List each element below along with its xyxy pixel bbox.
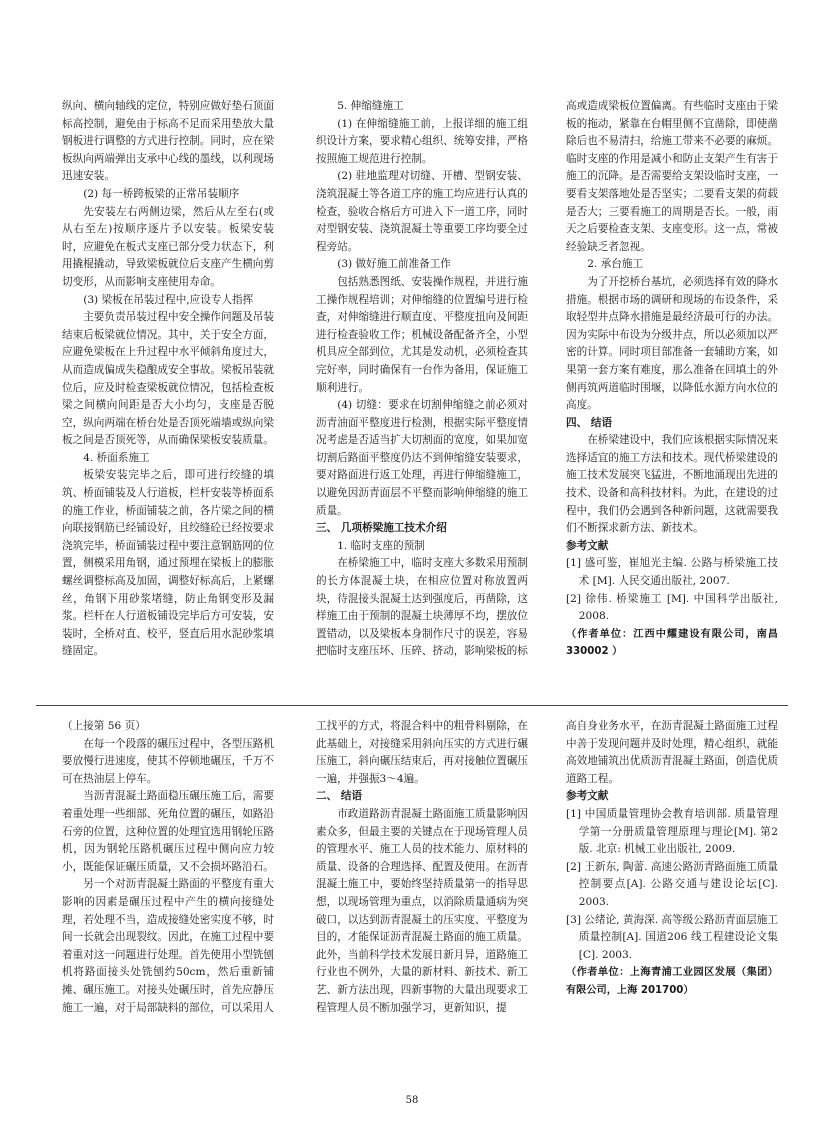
- section-heading: 1. 临时支座的预制: [337, 539, 425, 552]
- paragraph: 在每一个段落的碾压过程中，各型压路机要放慢行进速度，使其不停顿地碾压，千万不可在热油层上停车。: [62, 737, 274, 785]
- paragraph: 在桥梁建设中，我们应该根据实际情况来选择适宜的施工方法和技术。现代桥梁建设的施工技术发展突飞猛进，不断地涌现出先进的技术、设备和高科技材料。为此，在建设的过程中，我们仍会遇到各种新问题，这就需要我们不断探求新方法、新技术。: [566, 434, 778, 535]
- paragraph: (4) 切缝：要求在切割伸缩缝之前必须对沥青油面平整度进行检测，根据实际平整度情况考虑是否适当扩大切割面的宽度，如果加宽切割后路面平整度仍达不到伸缩缝安装要求，要对路面进行返工处理，再进行伸缩缝施工，以避免因沥青面层不平整而影响伸缩缝的施工质量。: [316, 399, 528, 517]
- reference-item: [1] 中国质量管理协会教育培训部. 质量管理学第一分册质量管理原理与理论[M]. 第2版. 北京: 机械工业出版社, 2009.: [566, 807, 778, 856]
- paragraph: 工找平的方式，将混合料中的粗骨料剔除，在此基础上，对接缝采用斜向压实的方式进行碾压施工，斜向碾压结束后，再对接触位置碾压一遍，并强振3～4遍。: [316, 720, 528, 785]
- references-heading: 参考文献: [566, 539, 609, 552]
- paragraph: (2) 驻地监理对切缝、开槽、型钢安装、浇筑混凝土等各道工序的施工均应进行认真的检查，验收合格后方可进入下一道工序，同时对型钢安装、浇筑混凝土等重要工序均要全过程旁站。: [316, 170, 528, 253]
- author-affiliation: （作者单位：上海青浦工业园区发展（集团）有限公司，上海 201700）: [566, 967, 778, 996]
- chapter-heading: 三、 几项桥梁施工技术介绍: [316, 522, 447, 535]
- bottom-column-3: [566, 718, 778, 1000]
- paragraph: 高或造成梁板位置偏离。有些临时支座由于梁板的拖动，紧靠在台帽里侧不宜凿除，即使凿除后也不易清扫，给施工带来不必要的麻烦。临时支座的作用是减小和防止支架产生有害于施工的沉降。是否需要给支架设临时支座，一要看支架落地处是否坚实；二要看支架的荷载是否大；三要看施工的周期是否长。一般，雨天之后要检查支架、支座变形。这一点，常被经验缺乏者忽视。: [566, 100, 778, 253]
- bottom-column-1: [62, 718, 274, 1017]
- section-heading: 5. 伸缩缝施工: [337, 100, 404, 112]
- continuation-note: （上接第 56 页）: [62, 720, 146, 732]
- paragraph: 包括熟悉图纸、安装操作规程，并进行施工操作规程培训；对伸缩缝的位置编号进行检查，对伸缩缝进行顺直度、平整度扭向及间距进行检查验收工作；机械设备配备齐全，小型机具应全部到位，尤其是发动机，必须检查其完好率，同时确保有一台作为备用，保证施工顺利进行。: [316, 275, 528, 394]
- paragraph: 在桥梁施工中，临时支座大多数采用预制的长方体混凝土块，在相应位置对称放置两块，待混接头混凝土达到强度后，再凿除，这样施工由于预制的混凝土块薄厚不均，摆放位置错动，以及梁板本身制作尺寸的误差，容易把临时支座压坏、压碎、挤动，影响梁板的标: [316, 557, 528, 658]
- subheading: (3) 做好施工前准备工作: [337, 258, 451, 271]
- paragraph: 市政道路沥青混凝土路面施工质量影响因素众多，但最主要的关键点在于现场管理人员的管理水平、施工人员的技术能力、原材料的质量、设备的合理选择、配置及使用。在沥青混凝土施工中，要始终坚持质量第一的指导思想，以现场管理为重点，以消除质量通病为突破口，以达到沥青混凝土的压实度、平整度为目的，才能保证沥青混凝土路面的施工质量。此外，当前科学技术发展日新月异，道路施工行业也不例外，大量的新材料、新技术、新工艺、新方法出现，四新事物的大量出现要求工程管理人员不断加强学习，更新知识，提: [316, 807, 528, 1014]
- author-affiliation: （作者单位：江西中耀建设有限公司，南昌 330002 ）: [566, 628, 778, 658]
- paragraph: (1) 在伸缩缝施工前，上报详细的施工组织设计方案，要求精心组织、统筹安排，严格按照施工规范进行控制。: [316, 117, 528, 165]
- reference-item: [2] 徐伟. 桥梁施工 [M]. 中国科学出版社, 2008.: [566, 592, 778, 623]
- top-column-3: [566, 98, 778, 661]
- paragraph: 纵向、横向轴线的定位，特别应做好垫石顶面标高控制，避免由于标高不足而采用垫放大量钢板进行调整的方式进行控制。同时，应在梁板纵向两端弹出支承中心线的墨线，以利现场迅速安装。: [62, 100, 274, 183]
- chapter-heading: 二、 结语: [316, 790, 363, 803]
- top-column-2: [316, 98, 528, 661]
- article-divider: [36, 705, 788, 706]
- section-heading: 4. 桥面系施工: [83, 451, 150, 464]
- paragraph: 当沥青混凝土路面稳压碾压施工后，需要着重处理一些细部、死角位置的碾压，如路沿石旁的位置，这种位置的处理宜选用钢轮压路机，因为钢轮压路机碾压过程中侧向应力较小，既能保证碾压质量，又不会损坏路沿石。: [62, 790, 274, 873]
- paragraph: 主要负责吊装过程中安全操作问题及吊装结束后板梁就位情况。其中，关于安全方面，应避免梁板在上升过程中水平倾斜角度过大，从而造成偏成失稳酿成安全事故。梁板吊装就位后，应及时检查梁板就位情况，包括检查板梁之间横向间距是否大小均匀，支座是否脱空，纵向两端在桥台处是否顶死端墙或纵向梁板之间是否顶死等，从而确保梁板安装质量。: [62, 311, 274, 447]
- page-number: 58: [405, 1095, 419, 1106]
- top-column-1: [62, 98, 274, 661]
- subheading: (2) 每一桥跨板梁的正常吊装顺序: [83, 187, 240, 200]
- reference-item: [2] 王新东, 陶蕾. 高速公路沥青路面施工质量控制要点[A]. 公路交通与建设论坛[C]. 2003.: [566, 860, 778, 908]
- subheading: (3) 梁板在吊装过程中,应设专人指挥: [83, 293, 254, 306]
- paragraph: 另一个对沥青混凝土路面的平整度有重大影响的因素是碾压过程中产生的横向接缝处理，若处理不当，造成接缝处密实度不够，时间一长就会出现裂纹。因此，在施工过程中要着重对这一问题进行处理。首先使用小型铣刨机将路面接头处铣刨约50cm，然后重新铺摊、碾压施工。对接头处碾压时，首先应静压施工一遍，对于局部缺料的部位，可以采用人: [62, 878, 274, 1014]
- chapter-heading: 四、 结语: [566, 416, 613, 429]
- paragraph: 先安装左右两侧边梁，然后从左至右(或从右至左)按顺序逐片予以安装。板梁安装时，应避免在板式支座已部分受力状态下，利用撬棍撬动，导致梁板就位后支座产生横向剪切变形，从而影响支座使用寿命。: [62, 205, 274, 288]
- paragraph: 板梁安装完毕之后，即可进行绞缝的填筑、桥面铺装及人行道板，栏杆安装等桥面系的施工作业，桥面铺装之前，各片梁之间的横向联接钢筋已经铺设好，且绞缝砼已经按要求浇筑完毕，桥面铺装过程中要注意钢筋网的位置，侧模采用角钢，通过预埋在梁板上的膨胀螺丝调整标高及加固，调整好标高后，上紧螺丝，角钢下用砂浆堵缝，防止角钢变形及漏浆。栏杆在人行道板铺设完毕后方可安装，安装时，全桥对直、校平，竖直后用水泥砂浆填缝固定。: [62, 469, 274, 658]
- paragraph: 高自身业务水平，在沥青混凝土路面施工过程中善于发现问题并及时处理，精心组织，就能高效地铺筑出优质沥青混凝土路面，创造优质道路工程。: [566, 720, 778, 785]
- bottom-column-2: [316, 718, 528, 1017]
- references-heading: 参考文献: [566, 790, 609, 803]
- reference-item: [3] 公绪论, 黄海深. 高等级公路沥青面层施工质量控制[A]. 国道206 线工程建设论文集[C]. 2003.: [566, 913, 778, 961]
- reference-item: [1] 盛可鉴，崔旭光主编. 公路与桥梁施工技术 [M]. 人民交通出版社, 2007.: [566, 557, 778, 588]
- paragraph: 为了开挖桥台基坑，必须选择有效的降水措施。根据市场的调研和现场的布设条件，采取轻型井点降水措施是最经济最可行的办法。因为实际中布设为分级井点，所以必须加以严密的计算。同时项目部准备一套辅助方案，如果第一套方案有难度，那么准备在回填土的外侧再筑两道临时围堰，以降低水源方向水位的高度。: [566, 275, 778, 412]
- section-heading: 2. 承台施工: [587, 258, 644, 271]
